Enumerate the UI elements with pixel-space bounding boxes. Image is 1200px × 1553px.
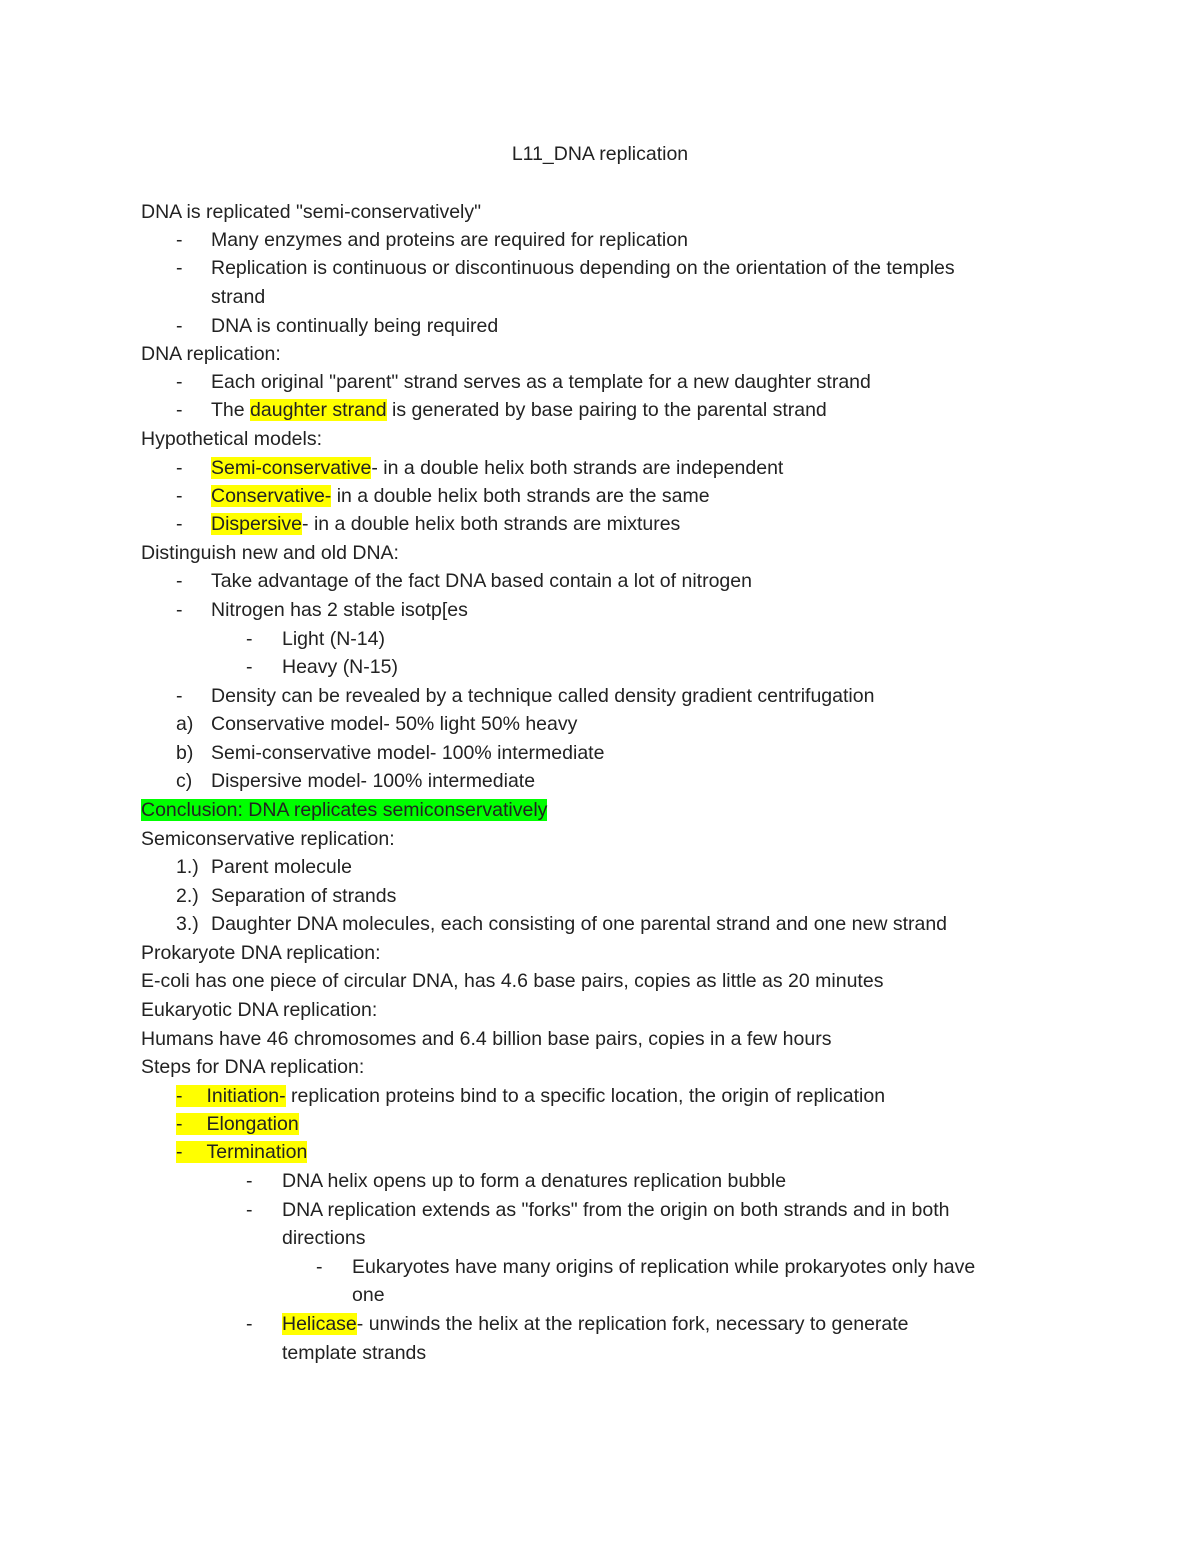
bullet-dash: -: [176, 570, 183, 592]
sub-bullet-text: [282, 1310, 909, 1338]
paragraph-text: E-coli has one piece of circular DNA, has 4.6 base pairs, copies as little as 20 minutes: [141, 970, 884, 992]
bullet-text: [211, 454, 783, 482]
list-item-text: Parent molecule: [211, 856, 352, 878]
sub-bullet-text: Heavy (N-15): [282, 656, 398, 678]
bullet-dash: -: [176, 485, 183, 507]
section-heading-steps: Steps for DNA replication:: [141, 1056, 365, 1078]
sub-sub-bullet-text: Eukaryotes have many origins of replication while prokaryotes only have: [352, 1256, 976, 1278]
highlighted-term: Dispersive: [211, 513, 303, 535]
bullet-text: [211, 482, 710, 510]
step-line: [176, 1138, 307, 1166]
dash-run: -: [176, 1141, 183, 1163]
text-run: in a double helix both strands are the same: [331, 485, 710, 507]
highlighted-term: Semi-conservative: [211, 457, 372, 479]
bullet-dash: -: [176, 457, 183, 479]
list-letter: c): [176, 770, 193, 792]
bullet-text: Density can be revealed by a technique called density gradient centrifugation: [211, 685, 875, 707]
bullet-dash: -: [176, 257, 183, 279]
text-run: The: [211, 399, 251, 421]
section-heading-hypothetical-models: Hypothetical models:: [141, 428, 323, 450]
text-run: replication proteins bind to a specific location, the origin of replication: [285, 1085, 886, 1107]
section-heading-semiconservative-replication: Semiconservative replication:: [141, 828, 395, 850]
sub-bullet-text: DNA helix opens up to form a denatures replication bubble: [282, 1170, 787, 1192]
list-item-text: Dispersive model- 100% intermediate: [211, 770, 536, 792]
highlighted-term: daughter strand: [250, 399, 387, 421]
list-item-text: Separation of strands: [211, 885, 397, 907]
bullet-text: Many enzymes and proteins are required for replication: [211, 229, 688, 251]
bullet-text: [211, 510, 680, 538]
list-number: 1.): [176, 856, 199, 878]
highlighted-term: Conservative-: [211, 485, 332, 507]
sub-bullet-dash: -: [246, 1170, 253, 1192]
text-run: is generated by base pairing to the parental strand: [386, 399, 827, 421]
section-heading-prokaryote: Prokaryote DNA replication:: [141, 942, 381, 964]
highlighted-term: Elongation: [206, 1113, 299, 1135]
list-item-text: Semi-conservative model- 100% intermediate: [211, 742, 605, 764]
bullet-text-continued: strand: [211, 286, 266, 308]
bullet-text: DNA is continually being required: [211, 315, 499, 337]
section-heading-semi-conservative: DNA is replicated "semi-conservatively": [141, 201, 482, 223]
paragraph-text: Humans have 46 chromosomes and 6.4 billion base pairs, copies in a few hours: [141, 1028, 832, 1050]
highlighted-conclusion: Conclusion: DNA replicates semiconservatively: [141, 799, 548, 821]
bullet-dash: -: [176, 685, 183, 707]
sub-bullet-text: Light (N-14): [282, 628, 385, 650]
bullet-dash: -: [176, 513, 183, 535]
dash-run: -: [176, 1085, 183, 1107]
bullet-dash: -: [176, 229, 183, 251]
list-letter: b): [176, 742, 194, 764]
conclusion-line: [141, 796, 547, 824]
sub-bullet-dash: -: [246, 1199, 253, 1221]
step-line: [176, 1110, 299, 1138]
bullet-text: Take advantage of the fact DNA based contain a lot of nitrogen: [211, 570, 752, 592]
list-number: 3.): [176, 913, 199, 935]
sub-bullet-dash: -: [246, 1313, 253, 1335]
text-run: - unwinds the helix at the replication fork, necessary to generate: [356, 1313, 909, 1335]
bullet-dash: -: [176, 599, 183, 621]
highlighted-term: Termination: [206, 1141, 308, 1163]
highlighted-term: Initiation-: [206, 1085, 286, 1107]
section-heading-eukaryotic: Eukaryotic DNA replication:: [141, 999, 378, 1021]
sub-bullet-dash: -: [246, 656, 253, 678]
sub-bullet-dash: -: [246, 628, 253, 650]
highlighted-term: Helicase: [282, 1313, 357, 1335]
dash-run: -: [176, 1113, 183, 1135]
bullet-text: [211, 396, 827, 424]
sub-sub-bullet-dash: -: [316, 1256, 323, 1278]
bullet-text: Each original "parent" strand serves as a template for a new daughter strand: [211, 371, 871, 393]
highlighted-bullet-dash: [176, 1113, 207, 1135]
bullet-dash: -: [176, 315, 183, 337]
text-run: - in a double helix both strands are independent: [371, 457, 784, 479]
step-line: [176, 1082, 885, 1110]
bullet-dash: -: [176, 371, 183, 393]
section-heading-distinguish-dna: Distinguish new and old DNA:: [141, 542, 399, 564]
list-item-text: Conservative model- 50% light 50% heavy: [211, 713, 578, 735]
sub-sub-bullet-text-continued: one: [352, 1284, 385, 1306]
sub-bullet-text-continued: template strands: [282, 1342, 427, 1364]
bullet-text: Replication is continuous or discontinuous depending on the orientation of the temples: [211, 257, 955, 279]
bullet-text: Nitrogen has 2 stable isotp[es: [211, 599, 468, 621]
bullet-dash: -: [176, 399, 183, 421]
list-number: 2.): [176, 885, 199, 907]
section-heading-dna-replication: DNA replication:: [141, 343, 281, 365]
highlighted-bullet-dash: [176, 1085, 207, 1107]
list-item-text: Daughter DNA molecules, each consisting of one parental strand and one new strand: [211, 913, 948, 935]
page-title: L11_DNA replication: [511, 143, 689, 165]
sub-bullet-text: DNA replication extends as "forks" from the origin on both strands and in both: [282, 1199, 950, 1221]
text-run: - in a double helix both strands are mixtures: [302, 513, 681, 535]
list-letter: a): [176, 713, 194, 735]
highlighted-bullet-dash: [176, 1141, 207, 1163]
sub-bullet-text-continued: directions: [282, 1227, 366, 1249]
